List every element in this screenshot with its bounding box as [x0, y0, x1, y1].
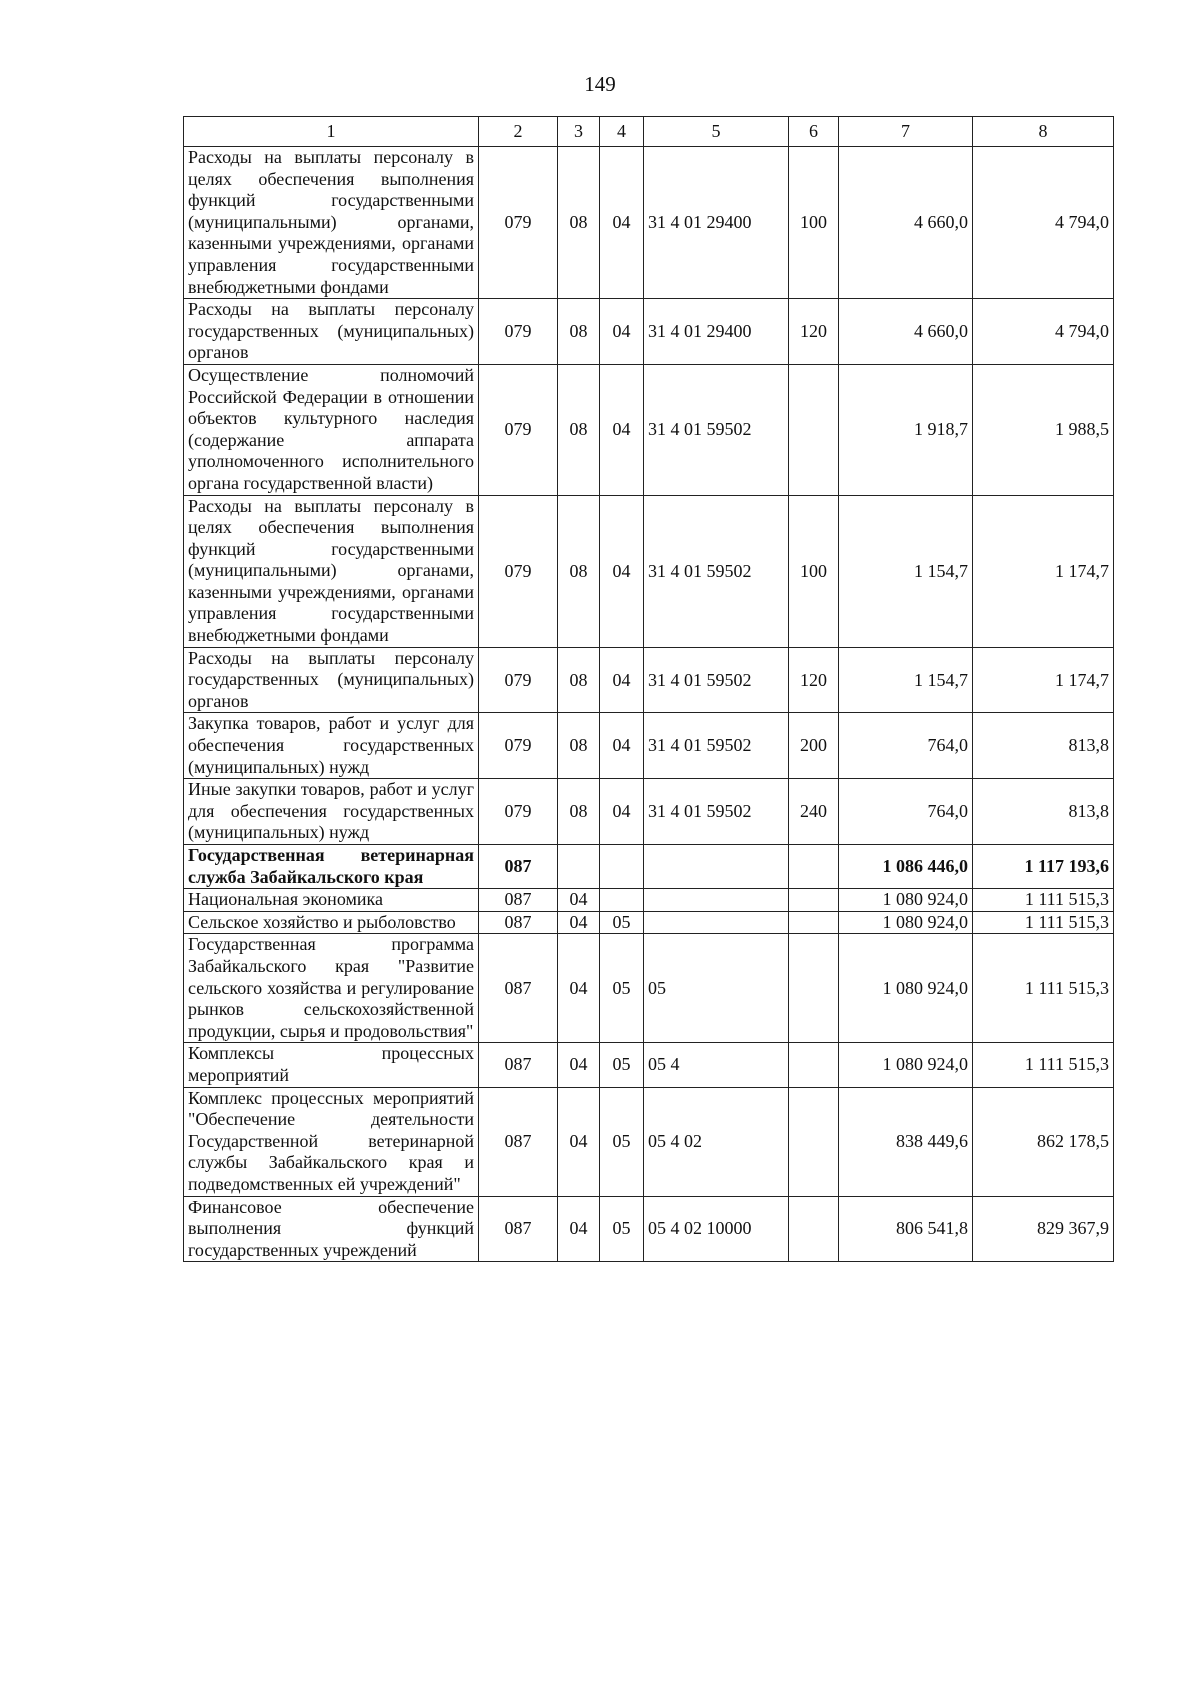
header-cell: 6	[789, 117, 839, 147]
amount-year-1-cell: 764,0	[839, 713, 973, 779]
description-cell: Комплексы процессных мероприятий	[184, 1043, 479, 1087]
subsection-code-cell: 04	[600, 364, 644, 495]
table-row	[184, 495, 1114, 647]
description-cell: Финансовое обеспечение выполнения функций государственных учреждений	[184, 1196, 479, 1262]
description-cell: Государственная ветеринарная служба Забайкальского края	[184, 845, 479, 889]
expense-type-cell	[789, 364, 839, 495]
section-code-cell: 08	[558, 779, 600, 845]
table-row	[184, 1043, 1114, 1087]
expense-type-cell	[789, 911, 839, 934]
target-article-cell: 05 4 02 10000	[644, 1196, 789, 1262]
expense-type-cell	[789, 845, 839, 889]
amount-year-1-cell: 4 660,0	[839, 299, 973, 365]
amount-year-1-cell: 1 080 924,0	[839, 911, 973, 934]
table-row	[184, 647, 1114, 713]
table-header-row	[184, 117, 1114, 147]
expense-type-cell	[789, 889, 839, 912]
table-row	[184, 364, 1114, 495]
description-cell: Государственная программа Забайкальского края "Развитие сельского хозяйства и регулирование рынков сельскохозяйственной продукции, сырья и продовольствия"	[184, 934, 479, 1043]
ministry-code-cell: 079	[479, 299, 558, 365]
section-code-cell: 08	[558, 299, 600, 365]
amount-year-2-cell: 813,8	[973, 779, 1114, 845]
amount-year-2-cell: 1 111 515,3	[973, 934, 1114, 1043]
expense-type-cell	[789, 1196, 839, 1262]
target-article-cell	[644, 845, 789, 889]
description-cell: Национальная экономика	[184, 889, 479, 912]
description-cell: Комплекс процессных мероприятий "Обеспечение деятельности Государственной ветеринарной службы Забайкальского края и подведомственных ей учреждений"	[184, 1087, 479, 1196]
description-cell: Сельское хозяйство и рыболовство	[184, 911, 479, 934]
ministry-code-cell: 079	[479, 147, 558, 299]
description-cell: Осуществление полномочий Российской Федерации в отношении объектов культурного наследия (содержание аппарата уполномоченного исполнительного органа государственной власти)	[184, 364, 479, 495]
subsection-code-cell	[600, 845, 644, 889]
ministry-code-cell: 087	[479, 845, 558, 889]
target-article-cell: 31 4 01 59502	[644, 495, 789, 647]
description-cell: Закупка товаров, работ и услуг для обеспечения государственных (муниципальных) нужд	[184, 713, 479, 779]
subsection-code-cell: 04	[600, 147, 644, 299]
amount-year-2-cell: 1 111 515,3	[973, 911, 1114, 934]
subsection-code-cell	[600, 889, 644, 912]
table-row	[184, 147, 1114, 299]
target-article-cell: 05 4	[644, 1043, 789, 1087]
header-cell: 7	[839, 117, 973, 147]
amount-year-2-cell: 4 794,0	[973, 147, 1114, 299]
subsection-code-cell: 04	[600, 779, 644, 845]
section-code-cell: 04	[558, 911, 600, 934]
section-code-cell: 08	[558, 495, 600, 647]
target-article-cell: 31 4 01 29400	[644, 147, 789, 299]
section-code-cell	[558, 845, 600, 889]
subsection-code-cell: 05	[600, 911, 644, 934]
amount-year-2-cell: 829 367,9	[973, 1196, 1114, 1262]
section-code-cell: 04	[558, 934, 600, 1043]
amount-year-2-cell: 862 178,5	[973, 1087, 1114, 1196]
table-row	[184, 845, 1114, 889]
ministry-code-cell: 079	[479, 495, 558, 647]
header-cell: 2	[479, 117, 558, 147]
amount-year-1-cell: 838 449,6	[839, 1087, 973, 1196]
subsection-code-cell: 05	[600, 1196, 644, 1262]
ministry-code-cell: 079	[479, 713, 558, 779]
amount-year-2-cell: 1 174,7	[973, 495, 1114, 647]
section-code-cell: 08	[558, 147, 600, 299]
target-article-cell: 31 4 01 59502	[644, 364, 789, 495]
target-article-cell: 31 4 01 29400	[644, 299, 789, 365]
page-number: 149	[584, 72, 616, 96]
expense-type-cell	[789, 1087, 839, 1196]
amount-year-1-cell: 1 154,7	[839, 495, 973, 647]
ministry-code-cell: 087	[479, 911, 558, 934]
section-code-cell: 08	[558, 364, 600, 495]
table-row	[184, 299, 1114, 365]
header-cell: 8	[973, 117, 1114, 147]
subsection-code-cell: 05	[600, 934, 644, 1043]
section-code-cell: 04	[558, 889, 600, 912]
target-article-cell: 31 4 01 59502	[644, 647, 789, 713]
ministry-code-cell: 079	[479, 364, 558, 495]
subsection-code-cell: 04	[600, 713, 644, 779]
description-cell: Расходы на выплаты персоналу в целях обеспечения выполнения функций государственными (муниципальными) органами, казенными учреждениями, органами управления государственными внебюджетными фондами	[184, 495, 479, 647]
header-cell: 5	[644, 117, 789, 147]
ministry-code-cell: 087	[479, 934, 558, 1043]
subsection-code-cell: 05	[600, 1043, 644, 1087]
ministry-code-cell: 087	[479, 1087, 558, 1196]
amount-year-1-cell: 764,0	[839, 779, 973, 845]
section-code-cell: 08	[558, 713, 600, 779]
expense-type-cell: 100	[789, 147, 839, 299]
amount-year-1-cell: 806 541,8	[839, 1196, 973, 1262]
ministry-code-cell: 087	[479, 1196, 558, 1262]
table-row	[184, 889, 1114, 912]
description-cell: Расходы на выплаты персоналу государственных (муниципальных) органов	[184, 647, 479, 713]
expense-type-cell: 120	[789, 299, 839, 365]
header-cell: 1	[184, 117, 479, 147]
ministry-code-cell: 087	[479, 889, 558, 912]
section-code-cell: 04	[558, 1196, 600, 1262]
expense-type-cell	[789, 1043, 839, 1087]
amount-year-2-cell: 1 174,7	[973, 647, 1114, 713]
section-code-cell: 04	[558, 1043, 600, 1087]
table-row	[184, 713, 1114, 779]
table-row	[184, 911, 1114, 934]
amount-year-1-cell: 1 080 924,0	[839, 934, 973, 1043]
amount-year-1-cell: 1 080 924,0	[839, 889, 973, 912]
section-code-cell: 04	[558, 1087, 600, 1196]
section-code-cell: 08	[558, 647, 600, 713]
expense-type-cell: 100	[789, 495, 839, 647]
target-article-cell	[644, 911, 789, 934]
amount-year-2-cell: 4 794,0	[973, 299, 1114, 365]
expense-type-cell: 240	[789, 779, 839, 845]
target-article-cell: 05	[644, 934, 789, 1043]
budget-table	[183, 116, 1114, 1262]
amount-year-1-cell: 1 080 924,0	[839, 1043, 973, 1087]
header-cell: 3	[558, 117, 600, 147]
table-row	[184, 1087, 1114, 1196]
description-cell: Расходы на выплаты персоналу государственных (муниципальных) органов	[184, 299, 479, 365]
amount-year-2-cell: 1 117 193,6	[973, 845, 1114, 889]
amount-year-2-cell: 1 111 515,3	[973, 889, 1114, 912]
ministry-code-cell: 079	[479, 779, 558, 845]
expense-type-cell	[789, 934, 839, 1043]
amount-year-1-cell: 1 086 446,0	[839, 845, 973, 889]
table-body	[184, 147, 1114, 1262]
table-row	[184, 1196, 1114, 1262]
target-article-cell: 05 4 02	[644, 1087, 789, 1196]
subsection-code-cell: 04	[600, 495, 644, 647]
expense-type-cell: 120	[789, 647, 839, 713]
description-cell: Расходы на выплаты персоналу в целях обеспечения выполнения функций государственными (муниципальными) органами, казенными учреждениями, органами управления государственными внебюджетными фондами	[184, 147, 479, 299]
subsection-code-cell: 04	[600, 647, 644, 713]
table-row	[184, 779, 1114, 845]
description-cell: Иные закупки товаров, работ и услуг для обеспечения государственных (муниципальных) нужд	[184, 779, 479, 845]
amount-year-1-cell: 4 660,0	[839, 147, 973, 299]
amount-year-2-cell: 1 988,5	[973, 364, 1114, 495]
target-article-cell: 31 4 01 59502	[644, 779, 789, 845]
ministry-code-cell: 079	[479, 647, 558, 713]
table-row	[184, 934, 1114, 1043]
amount-year-1-cell: 1 918,7	[839, 364, 973, 495]
amount-year-2-cell: 1 111 515,3	[973, 1043, 1114, 1087]
subsection-code-cell: 05	[600, 1087, 644, 1196]
header-cell: 4	[600, 117, 644, 147]
target-article-cell	[644, 889, 789, 912]
amount-year-2-cell: 813,8	[973, 713, 1114, 779]
expense-type-cell: 200	[789, 713, 839, 779]
subsection-code-cell: 04	[600, 299, 644, 365]
target-article-cell: 31 4 01 59502	[644, 713, 789, 779]
ministry-code-cell: 087	[479, 1043, 558, 1087]
amount-year-1-cell: 1 154,7	[839, 647, 973, 713]
